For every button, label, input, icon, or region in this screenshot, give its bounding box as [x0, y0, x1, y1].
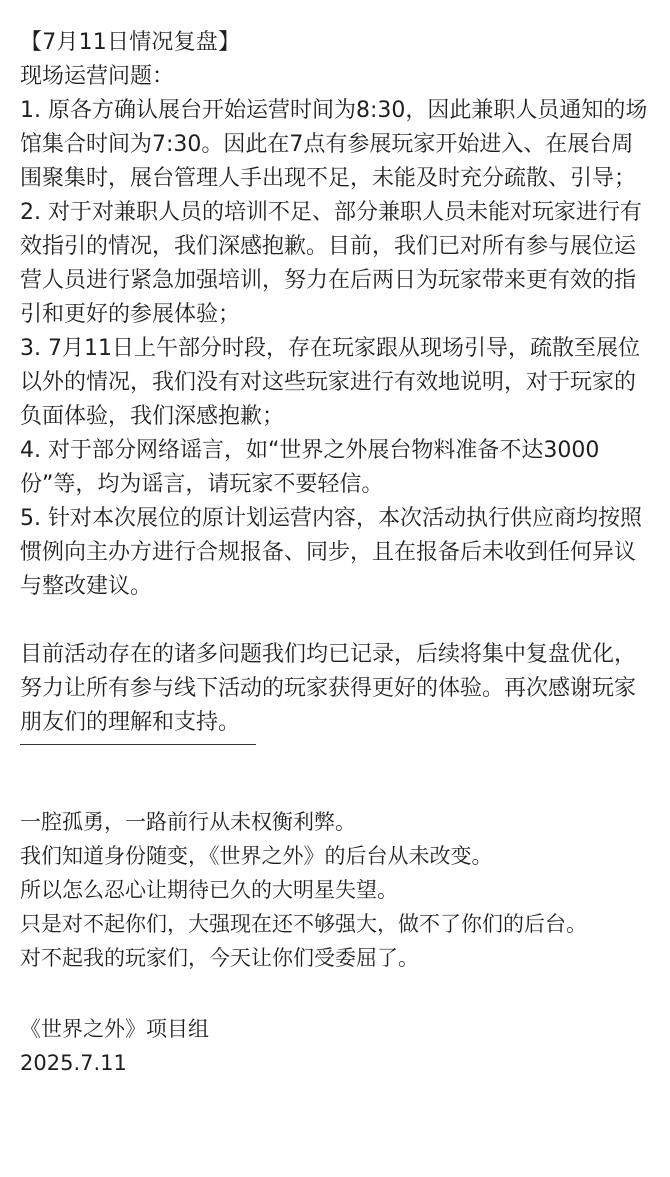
issue-number: 3. — [20, 336, 41, 361]
issue-number: 5. — [20, 506, 41, 531]
signature-date: 2025.7.11 — [20, 1051, 127, 1075]
summary-paragraph: 目前活动存在的诸多问题我们均已记录，后续将集中复盘优化，努力让所有参与线下活动的玩家获得更好的体验。再次感谢玩家朋友们的理解和支持。 — [20, 642, 637, 735]
issue-item — [20, 94, 652, 196]
closing-line: 一腔孤勇，一路前行从未权衡利弊。 — [20, 810, 356, 834]
closing-line: 我们知道身份随变，《世界之外》的后台从未改变。 — [20, 844, 493, 868]
issue-text: 7月11日上午部分时段，存在玩家跟从现场引导，疏散至展位以外的情况，我们没有对这些玩家进行有效地说明，对于玩家的负面体验，我们深感抱歉； — [20, 336, 640, 429]
issue-text: 针对本次展位的原计划运营内容，本次活动执行供应商均按照惯例向主办方进行合规报备、同步，且在报备后未收到任何异议与整改建议。 — [20, 506, 642, 599]
issue-item — [20, 502, 652, 604]
issue-text: 对于部分网络谣言，如“世界之外展台物料准备不达3000份”等，均为谣言，请玩家不要轻信。 — [20, 438, 600, 497]
issue-text: 原各方确认展台开始运营时间为8:30，因此兼职人员通知的场馆集合时间为7:30。因此在7点有参展玩家开始进入、在展台周围聚集时，展台管理人手出现不足，未能及时充分疏散、引导； — [20, 98, 648, 191]
section-heading: 现场运营问题： — [20, 64, 175, 89]
closing-line: 对不起我的玩家们，今天让你们受委屈了。 — [20, 946, 419, 970]
issues-list — [18, 94, 652, 604]
issue-item — [20, 332, 652, 434]
signature-block — [20, 1012, 652, 1080]
issue-number: 1. — [20, 98, 41, 123]
issue-text: 对于对兼职人员的培训不足、部分兼职人员未能对玩家进行有效指引的情况，我们深感抱歉。目前，我们已对所有参与展位运营人员进行紧急加强培训，努力在后两日为玩家带来更有效的指引和更好的参展体验； — [20, 200, 642, 327]
closing-statement — [20, 805, 652, 975]
issue-item — [20, 196, 652, 332]
closing-line: 所以怎么忍心让期待已久的大明星失望。 — [20, 878, 398, 902]
divider-line — [20, 744, 256, 745]
closing-line: 只是对不起你们，大强现在还不够强大，做不了你们的后台。 — [20, 912, 587, 936]
document-title: 【7月11日情况复盘】 — [20, 30, 241, 55]
signature-team: 《世界之外》项目组 — [20, 1017, 209, 1041]
issue-item — [20, 434, 652, 502]
issue-number: 2. — [20, 200, 41, 225]
issue-number: 4. — [20, 438, 41, 463]
